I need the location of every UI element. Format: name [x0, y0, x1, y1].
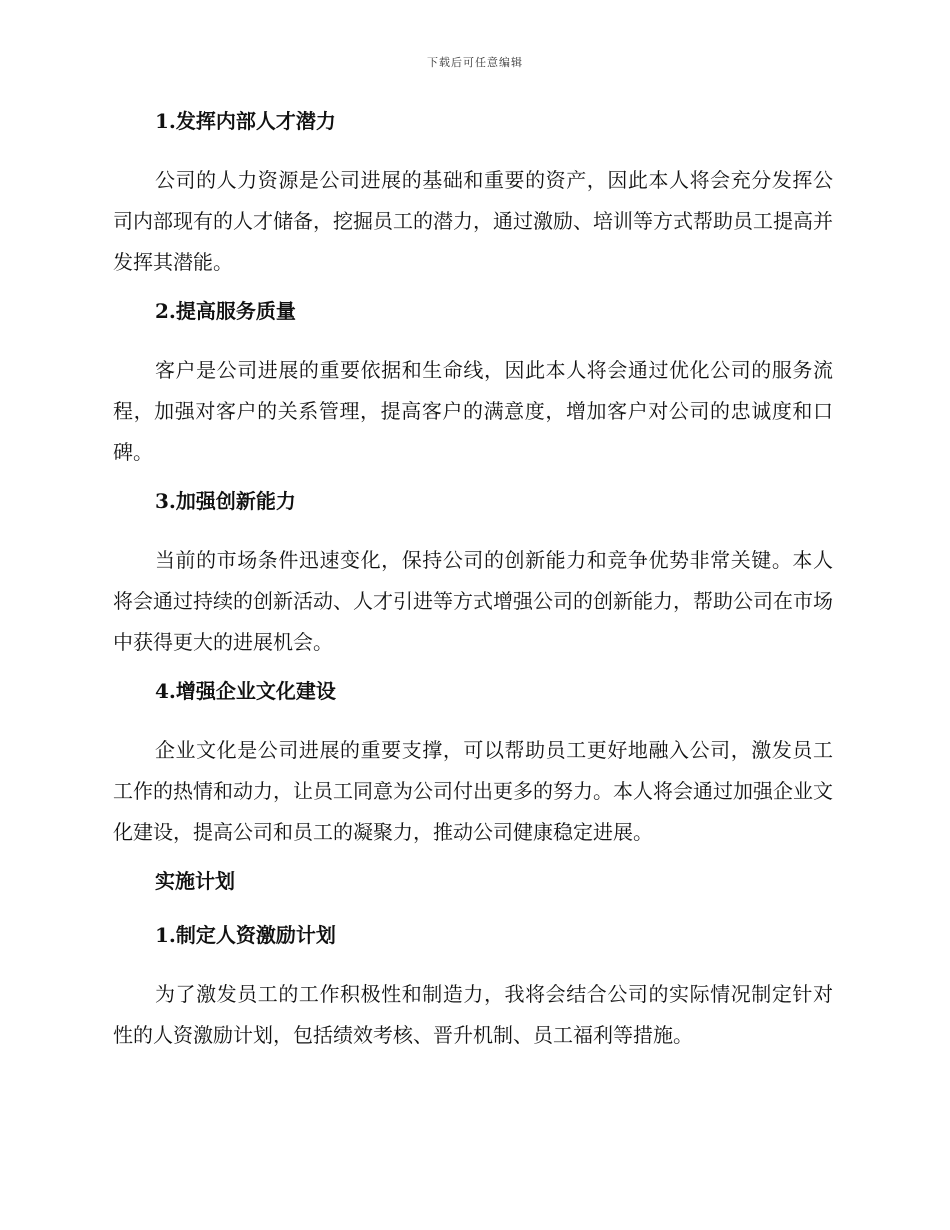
- section-paragraph: 客户是公司进展的重要依据和生命线，因此本人将会通过优化公司的服务流程，加强对客户的关系管理，提高客户的满意度，增加客户对公司的忠诚度和口碑。: [113, 358, 833, 464]
- page-header: 下载后可任意编辑: [427, 56, 523, 69]
- section-heading: 1.制定人资激励计划: [155, 923, 336, 947]
- section-paragraph: 为了激发员工的工作积极性和制造力，我将会结合公司的实际情况制定针对性的人资激励计划，包括绩效考核、晋升机制、员工福利等措施。: [113, 982, 833, 1047]
- section-heading: 3.加强创新能力: [155, 489, 296, 513]
- section-paragraph: 公司的人力资源是公司进展的基础和重要的资产，因此本人将会充分发挥公司内部现有的人才储备，挖掘员工的潜力，通过激励、培训等方式帮助员工提高并发挥其潜能。: [113, 168, 833, 274]
- document-body: [113, 106, 833, 1069]
- section-paragraph: 当前的市场条件迅速变化，保持公司的创新能力和竞争优势非常关键。本人将会通过持续的创新活动、人才引进等方式增强公司的创新能力，帮助公司在市场中获得更大的进展机会。: [113, 548, 833, 654]
- section-paragraph: 企业文化是公司进展的重要支撑，可以帮助员工更好地融入公司，激发员工工作的热情和动力，让员工同意为公司付出更多的努力。本人将会通过加强企业文化建设，提高公司和员工的凝聚力，推动公司健康稳定进展。: [113, 738, 833, 844]
- section-heading: 1.发挥内部人才潜力: [155, 109, 336, 133]
- section-heading: 2.提高服务质量: [155, 299, 296, 323]
- section-heading: 实施计划: [155, 869, 235, 893]
- section-heading: 4.增强企业文化建设: [155, 679, 336, 703]
